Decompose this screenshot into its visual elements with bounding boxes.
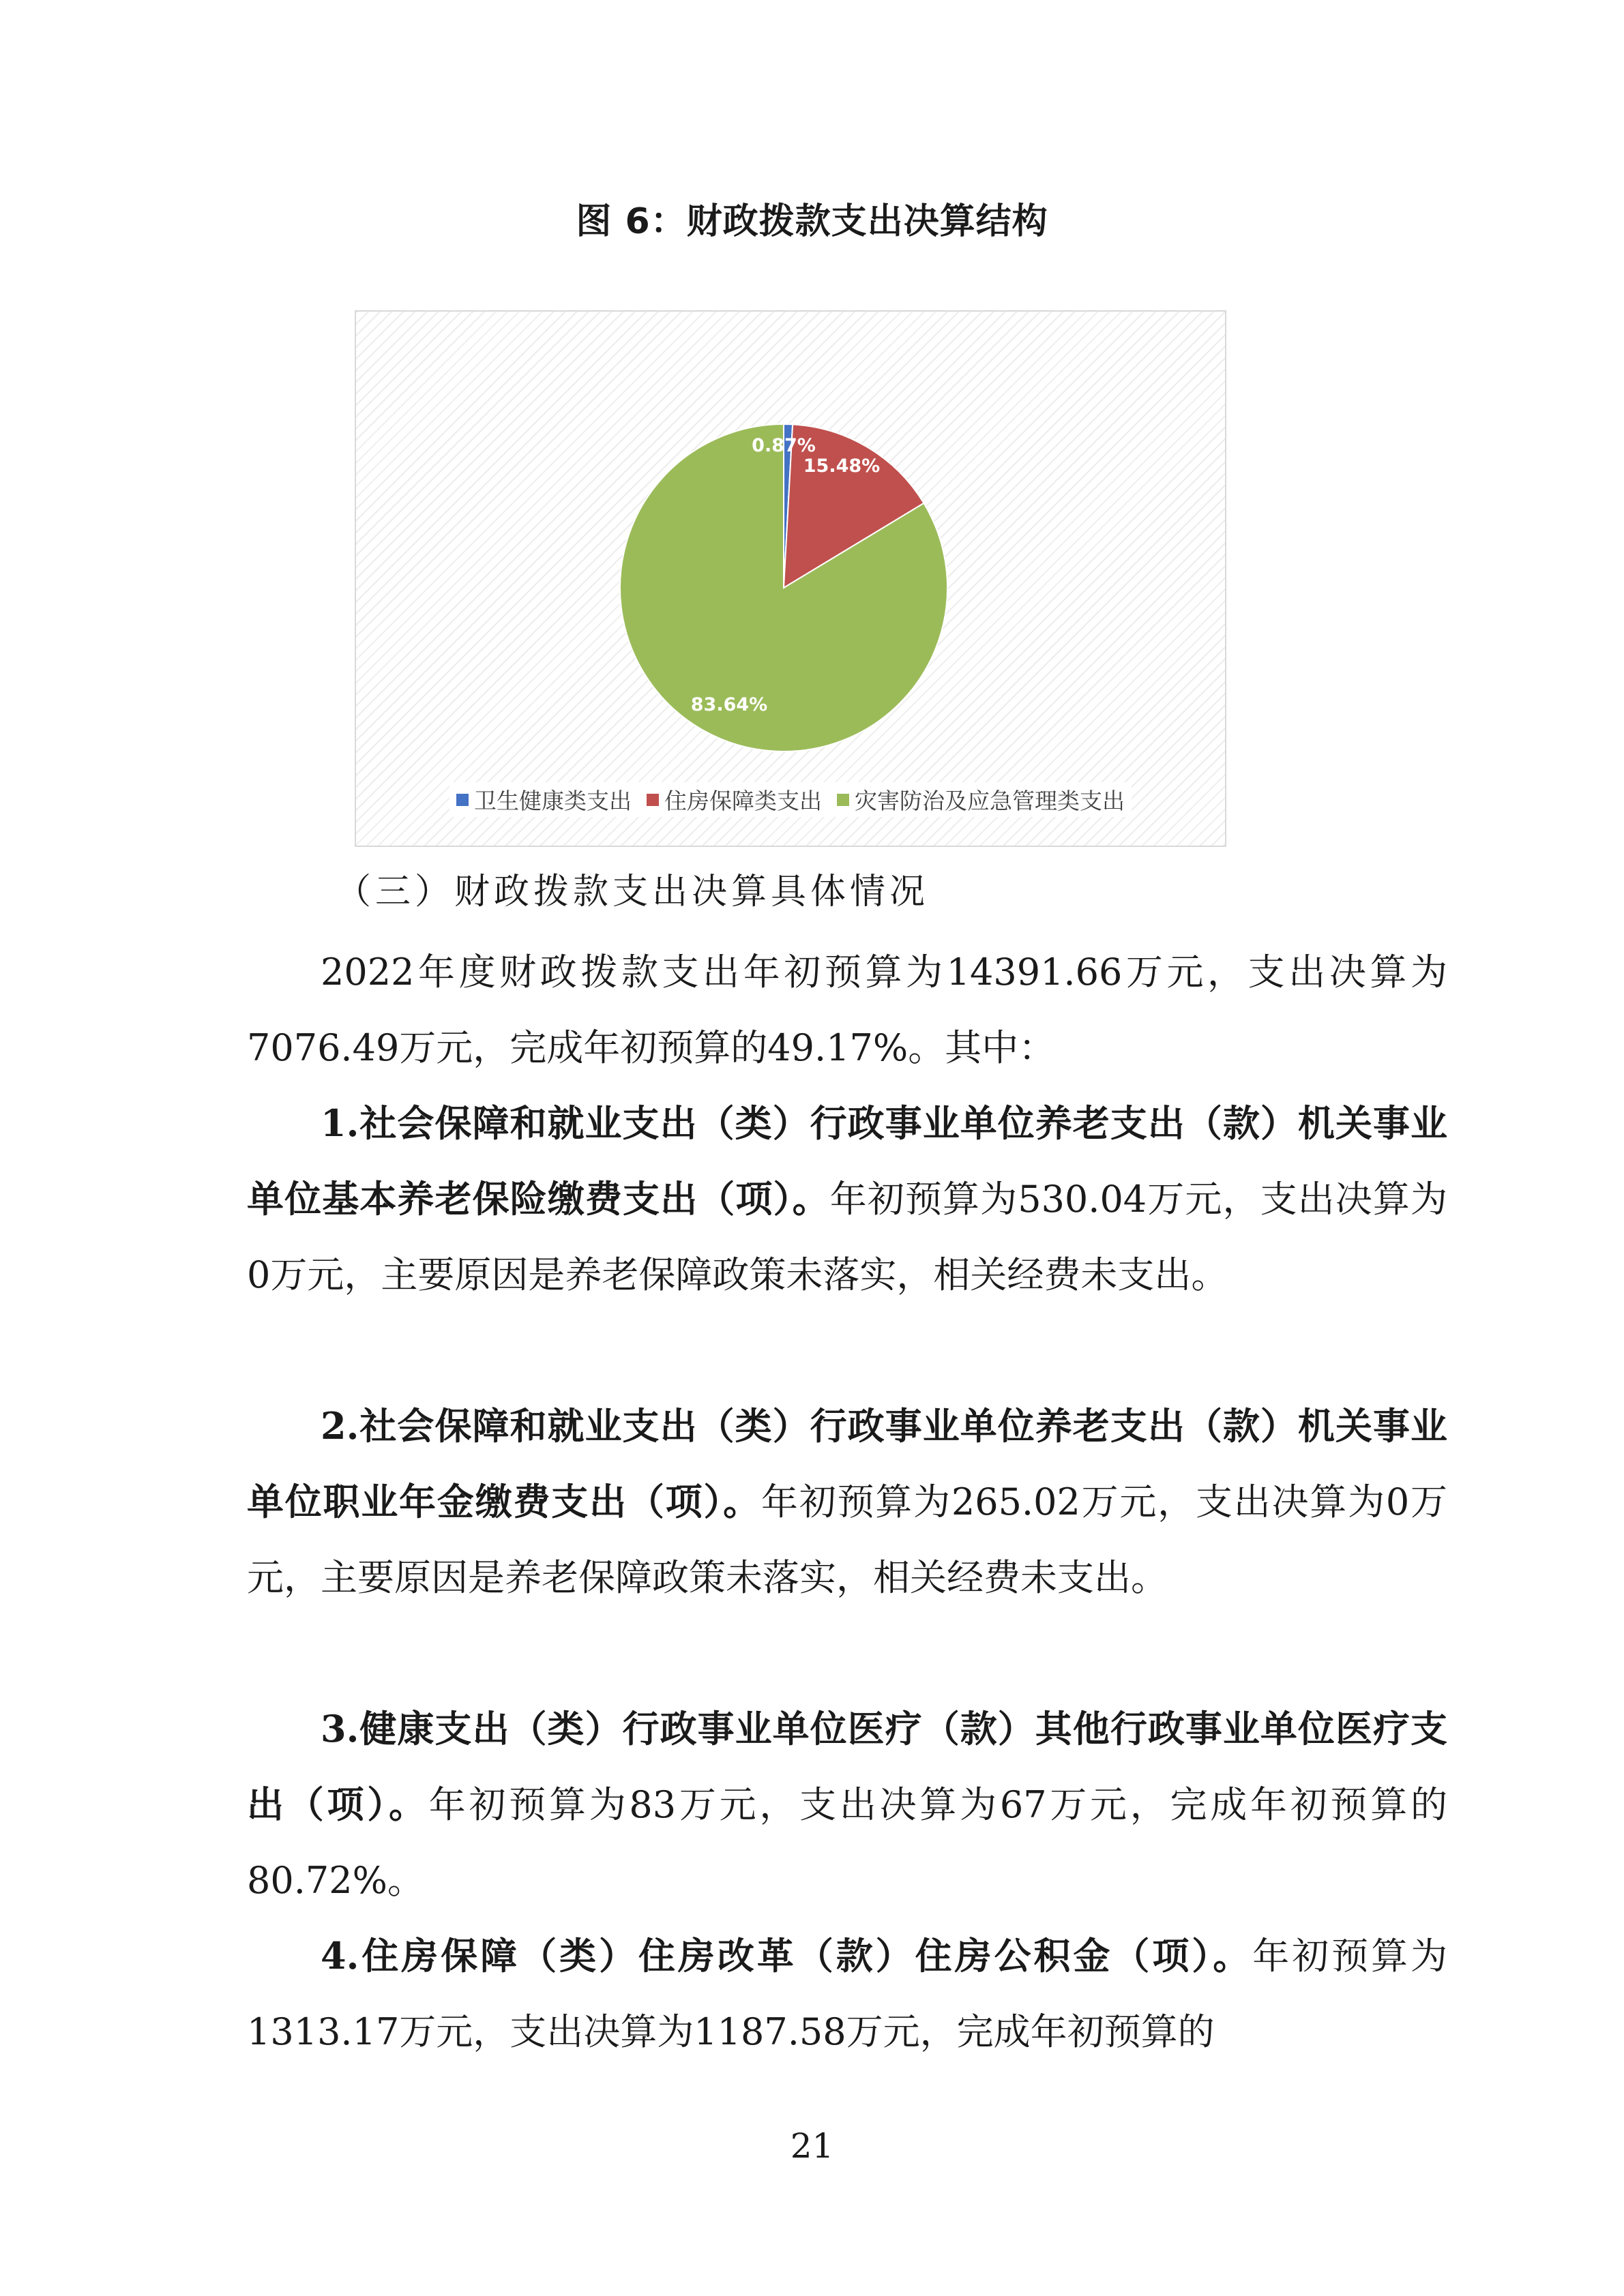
legend-label: 灾害防治及应急管理类支出 [855, 788, 1125, 814]
item-heading: 3.健康支出（类）行政事业单位医疗（款）其他行政事业单位医疗支出（项）。 [247, 1707, 1447, 1826]
pie-chart-svg [356, 312, 1228, 848]
legend-swatch [647, 794, 659, 806]
figure-title: 图 6：财政拨款支出决算结构 [576, 201, 1048, 242]
pie-data-label: 83.64% [690, 694, 768, 715]
pie-data-label: 0.87% [752, 435, 816, 456]
legend-label: 卫生健康类支出 [474, 788, 632, 814]
pie-chart [355, 310, 1226, 847]
item-heading: 2.社会保障和就业支出（类）行政事业单位养老支出（款）机关事业单位职业年金缴费支出（项）。 [247, 1404, 1447, 1523]
item-heading: 1.社会保障和就业支出（类）行政事业单位养老支出（款）机关事业单位基本养老保险缴费支出（项）。 [247, 1101, 1447, 1221]
intro-text: 2022年度财政拨款支出年初预算为14391.66万元，支出决算为7076.49万元，完成年初预算的49.17%。其中： [247, 951, 1447, 1069]
item-paragraph [247, 1388, 1447, 1615]
section-heading: （三）财政拨款支出决算具体情况 [336, 871, 930, 912]
item-heading: 4.住房保障（类）住房改革（款）住房公积金（项）。 [321, 1934, 1253, 1978]
chart-legend [356, 782, 1225, 817]
intro-paragraph [247, 934, 1447, 1086]
legend-item [647, 784, 822, 816]
legend-swatch [837, 794, 849, 806]
legend-swatch [456, 794, 469, 806]
item-text: 年初预算为83万元，支出决算为67万元，完成年初预算的80.72%。 [247, 1783, 1447, 1902]
legend-item [837, 784, 1125, 816]
item-text: 年初预算为1313.17万元，支出决算为1187.58万元，完成年初预算的 [247, 1935, 1448, 2053]
legend-label: 住房保障类支出 [664, 788, 822, 814]
item-paragraph [247, 1086, 1447, 1313]
item-text: 年初预算为530.04万元，支出决算为0万元，主要原因是养老保障政策未落实，相关经费未支出。 [247, 1178, 1447, 1296]
item-text: 年初预算为265.02万元，支出决算为0万元，主要原因是养老保障政策未落实，相关经费未支出。 [247, 1480, 1447, 1599]
item-paragraph [247, 1691, 1447, 1918]
pie-data-label: 15.48% [803, 456, 881, 477]
legend-item [456, 784, 632, 816]
item-paragraph [247, 1918, 1447, 2070]
page-number: 21 [790, 2126, 834, 2166]
